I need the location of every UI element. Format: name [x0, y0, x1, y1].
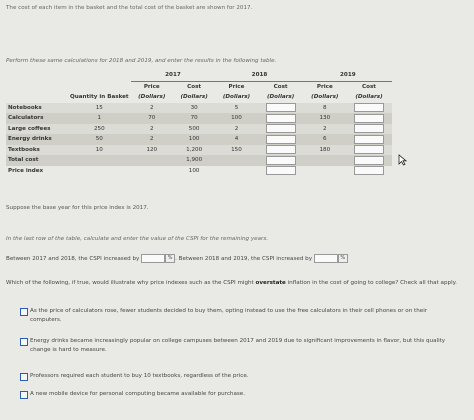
row-label: Textbooks [6, 145, 68, 156]
unit-label: (Dollars) [311, 94, 339, 101]
percent-sign: % [165, 254, 175, 263]
row-label: Notebooks [6, 103, 68, 114]
price-cell: 4 [215, 134, 257, 145]
cost-cell: 100 [173, 134, 215, 145]
index-2019-input[interactable] [354, 166, 384, 175]
unit-label: (Dollars) [355, 94, 383, 101]
quantity-cell: 50 [68, 134, 131, 145]
row-label: Large coffees [6, 124, 68, 135]
cost-2019-input[interactable] [354, 114, 384, 123]
price-cell: 2 [131, 103, 173, 114]
price-cell: 5 [215, 103, 257, 114]
unit-label: (Dollars) [180, 94, 208, 101]
year-2017-header: 2017 [131, 70, 216, 81]
total-2019-input[interactable] [354, 156, 384, 165]
unit-label: (Dollars) [266, 94, 295, 101]
index-2018-input[interactable] [266, 166, 296, 175]
cspi-text-2: . Between 2018 and 2019, the CSPI increased by [175, 256, 313, 262]
table-row [6, 145, 392, 156]
quantity-cell: 250 [68, 124, 131, 135]
price-cell: 100 [215, 113, 257, 124]
cost-2018-input[interactable] [266, 135, 296, 144]
cost-2018-input[interactable] [266, 124, 296, 133]
index-label: Price index [8, 167, 44, 174]
cost-2018-input[interactable] [266, 145, 296, 154]
quantity-cell: 1 [68, 113, 131, 124]
price-cell: 8 [304, 103, 346, 114]
table-row [6, 134, 392, 145]
table-row [6, 124, 392, 135]
base-year-text: Suppose the base year for this price index is 2017. [6, 205, 149, 211]
option-energy-drinks[interactable] [30, 337, 450, 355]
cost-cell: 30 [173, 103, 215, 114]
price-cell: 120 [131, 145, 173, 156]
year-2018-header: 2018 [215, 70, 303, 81]
price-cell: 130 [304, 113, 346, 124]
intro-text: The cost of each item in the basket and the total cost of the basket are shown for 2017. [6, 5, 253, 11]
cspi-sentence [6, 254, 348, 263]
unit-label: (Dollars) [222, 94, 251, 101]
price-cell: 150 [215, 145, 257, 156]
cost-cell: 1,200 [173, 145, 215, 156]
cspi-2018-input[interactable] [141, 254, 165, 263]
total-2017-cell: 1,900 [173, 155, 215, 166]
cost-header: Cost [187, 83, 202, 90]
table-row [6, 113, 392, 124]
cost-2018-input[interactable] [266, 103, 296, 112]
price-header: Price [143, 83, 160, 90]
price-cell: 2 [215, 124, 257, 135]
row-label: Calculators [6, 113, 68, 124]
unit-label: (Dollars) [138, 94, 166, 101]
price-table [6, 70, 392, 176]
checkbox[interactable] [20, 308, 28, 316]
cost-header: Cost [362, 83, 376, 90]
checkbox[interactable] [20, 373, 28, 381]
question-emphasis: overstate [255, 280, 286, 286]
cost-2019-input[interactable] [354, 145, 384, 154]
quantity-cell: 15 [68, 103, 131, 114]
cspi-prompt: In the last row of the table, calculate and enter the value of the CSPI for the remaining years. [6, 236, 269, 242]
quantity-cell: 10 [68, 145, 131, 156]
table-row [6, 103, 392, 114]
question-post: inflation in the cost of going to college? Check all that apply. [285, 280, 457, 286]
cost-2019-input[interactable] [354, 103, 384, 112]
cspi-2019-input[interactable] [314, 254, 338, 263]
option-label: As the price of calculators rose, fewer students decided to buy them, opting instead to use the free calculators in their cell phones or on their computers. [30, 308, 428, 323]
price-cell: 2 [304, 124, 346, 135]
cost-2018-input[interactable] [266, 114, 296, 123]
total-label: Total cost [6, 155, 68, 166]
instruction-text: Perform these same calculations for 2018 and 2019, and enter the results in the following table. [6, 58, 277, 64]
total-row [6, 155, 392, 166]
option-mobile-device[interactable] [30, 390, 450, 399]
quantity-header: Quantity in Basket [70, 94, 129, 101]
percent-sign: % [338, 254, 348, 263]
checkbox[interactable] [20, 338, 28, 346]
question-text [6, 279, 461, 288]
cost-cell: 500 [173, 124, 215, 135]
price-cell: 6 [304, 134, 346, 145]
option-textbooks[interactable] [30, 372, 450, 381]
price-cell: 2 [131, 134, 173, 145]
row-label: Energy drinks [6, 134, 68, 145]
index-row [6, 166, 392, 177]
index-2017-cell: 100 [188, 167, 200, 174]
cost-2019-input[interactable] [354, 124, 384, 133]
price-cell: 2 [131, 124, 173, 135]
price-cell: 70 [131, 113, 173, 124]
cost-cell: 70 [173, 113, 215, 124]
price-header: Price [228, 83, 245, 90]
total-2018-input[interactable] [266, 156, 296, 165]
price-header: Price [316, 83, 333, 90]
cspi-text-1: Between 2017 and 2018, the CSPI increased by [6, 256, 140, 262]
cost-2019-input[interactable] [354, 135, 384, 144]
option-label: Professors required each student to buy 10 textbooks, regardless of the price. [30, 373, 249, 379]
price-cell: 180 [304, 145, 346, 156]
option-label: A new mobile device for personal computing became available for purchase. [30, 391, 246, 397]
question-pre: Which of the following, if true, would illustrate why price indexes such as the CSPI might [6, 280, 256, 286]
year-2019-header: 2019 [304, 70, 392, 81]
option-calculators[interactable] [30, 307, 450, 325]
option-label: Energy drinks became increasingly popular on college campuses between 2017 and 2019 due to significant improvements in flavor, but this quality change is hard to measure. [30, 338, 446, 353]
checkbox[interactable] [20, 391, 28, 399]
cost-header: Cost [273, 83, 288, 90]
